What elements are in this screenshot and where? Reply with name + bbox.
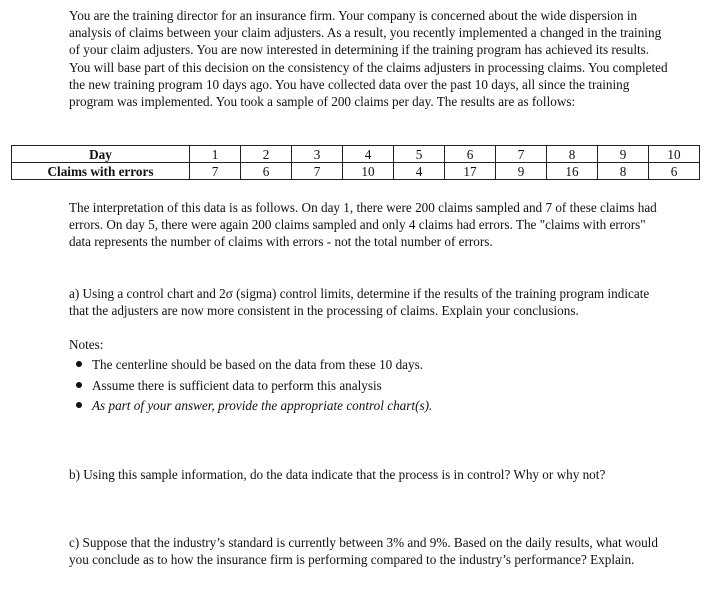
table-cell: 9 (598, 146, 649, 163)
table-cell: 4 (343, 146, 394, 163)
list-item: The centerline should be based on the data from these 10 days. (69, 356, 669, 377)
table-cell: 17 (445, 163, 496, 180)
table-cell: 10 (649, 146, 700, 163)
table-cell: 1 (190, 146, 241, 163)
notes-list (69, 356, 669, 418)
table-cell: 7 (292, 163, 343, 180)
table-row-day (12, 146, 700, 163)
table-cell: 5 (394, 146, 445, 163)
notes-label: Notes: (69, 337, 104, 352)
claims-data-table (11, 145, 700, 180)
table-cell: 7 (190, 163, 241, 180)
intro-paragraph: You are the training director for an insurance firm. Your company is concerned about the wide dispersion in analysis of claims between your claim adjusters. As a result, you recently implemented a changed in the training of your claim adjusters. You are now interested in determining if the training program has achieved its results. You will base part of this decision on the consistency of the claims adjusters in processing claims. You completed the new training program 10 days ago. You have collected data over the past 10 days, all since the training program was implemented. You took a sample of 200 claims per day. The results are as follows: (69, 8, 668, 110)
table-cell: 6 (445, 146, 496, 163)
question-a: a) Using a control chart and 2σ (sigma) control limits, determine if the results of the training program indicate that the adjusters are now more consistent in the processing of claims. Explain your conclusions. (69, 286, 650, 319)
table-cell: 6 (241, 163, 292, 180)
row-label-errors: Claims with errors (12, 163, 190, 180)
table-cell: 4 (394, 163, 445, 180)
table-cell: 3 (292, 146, 343, 163)
table-cell: 6 (649, 163, 700, 180)
table-cell: 9 (496, 163, 547, 180)
table-cell: 8 (598, 163, 649, 180)
table-row-errors (12, 163, 700, 180)
table-cell: 16 (547, 163, 598, 180)
list-item: As part of your answer, provide the appropriate control chart(s). (69, 397, 669, 418)
row-label-day: Day (12, 146, 190, 163)
interpretation-paragraph: The interpretation of this data is as follows. On day 1, there were 200 claims sampled and 7 of these claims had errors. On day 5, there were again 200 claims sampled and only 4 claims had errors. The "claims with errors" data represents the number of claims with errors - not the total number of errors. (69, 200, 657, 250)
table-cell: 7 (496, 146, 547, 163)
table-cell: 8 (547, 146, 598, 163)
table-cell: 10 (343, 163, 394, 180)
question-c: c) Suppose that the industry’s standard is currently between 3% and 9%. Based on the daily results, what would you conclude as to how the insurance firm is performing compared to the industry’s performance? Explain. (69, 535, 658, 568)
question-b: b) Using this sample information, do the data indicate that the process is in control? Why or why not? (69, 467, 606, 482)
table-cell: 2 (241, 146, 292, 163)
list-item: Assume there is sufficient data to perform this analysis (69, 377, 669, 398)
